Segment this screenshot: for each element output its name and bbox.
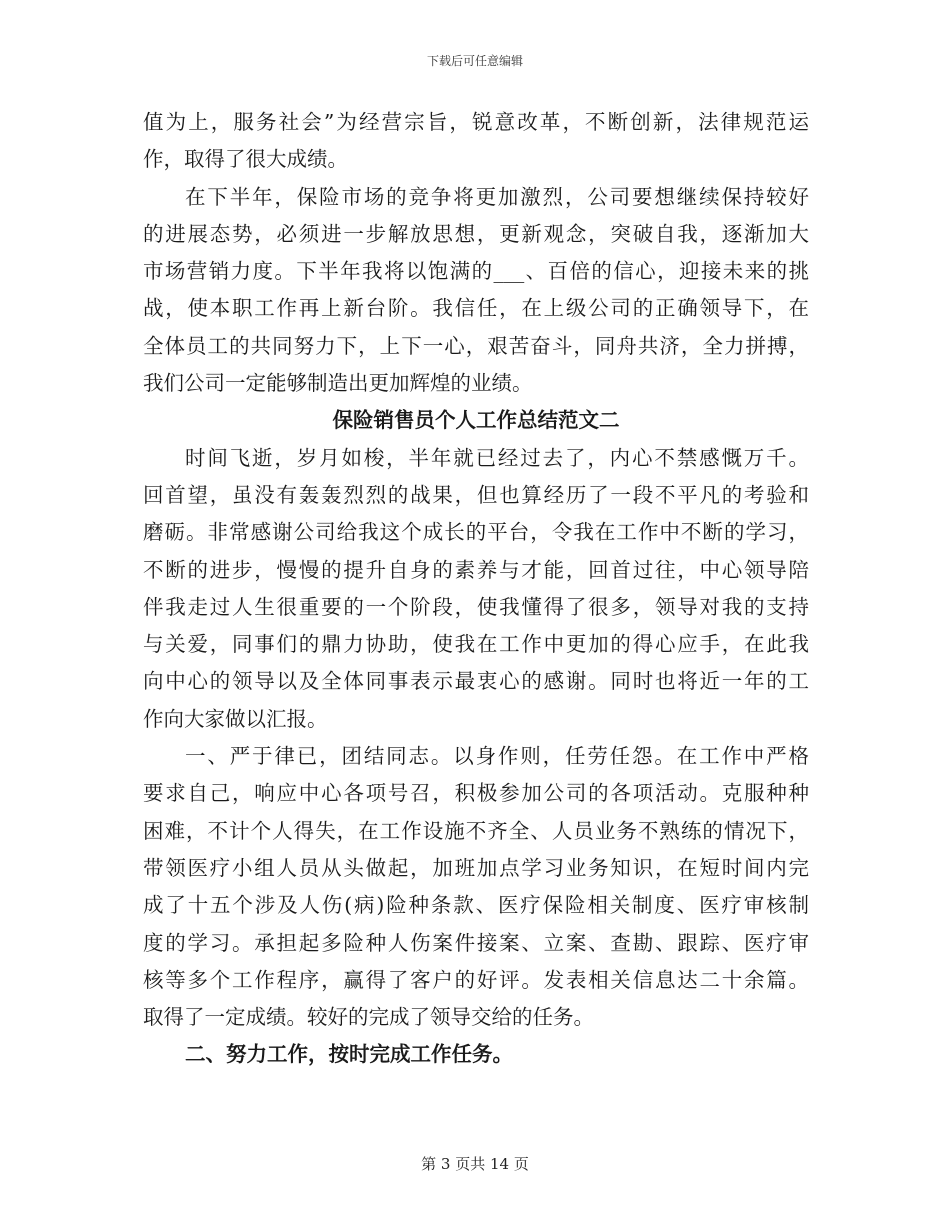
text-line: 度的学习。承担起多险种人伤案件接案、立案、查勘、跟踪、医疗审	[143, 930, 809, 955]
text-line: 作，取得了很大成绩。	[143, 147, 348, 172]
text-line: 困难，不计个人得失，在工作设施不齐全、人员业务不熟练的情况下，	[143, 818, 809, 843]
text-line: 的进展态势，必须进一步解放思想，更新观念，突破自我，逐渐加大	[143, 221, 809, 246]
text-line: 取得了一定成绩。较好的完成了领导交给的任务。	[143, 1005, 594, 1030]
text-line: 全体员工的共同努力下，上下一心，艰苦奋斗，同舟共济，全力拼搏，	[143, 333, 809, 358]
text-line: 向中心的领导以及全体同事表示最衷心的感谢。同时也将近一年的工	[143, 669, 809, 694]
text-line: 我们公司一定能够制造出更加辉煌的业绩。	[143, 371, 533, 396]
text-line: 一、严于律已，团结同志。以身作则，任劳任怨。在工作中严格	[185, 744, 809, 769]
text-line: 与关爱，同事们的鼎力协助，使我在工作中更加的得心应手，在此我	[143, 632, 809, 657]
text-line: 核等多个工作程序，赢得了客户的好评。发表相关信息达二十余篇。	[143, 967, 809, 992]
text-line: 在下半年，保险市场的竞争将更加激烈，公司要想继续保持较好	[185, 184, 809, 209]
text-line: 时间飞逝，岁月如梭，半年就已经过去了，内心不禁感慨万千。	[185, 445, 809, 470]
text-line: 不断的进步，慢慢的提升自身的素养与才能，回首过往，中心领导陪	[143, 557, 809, 582]
text-line: 作向大家做以汇报。	[143, 706, 328, 731]
text-line: 带领医疗小组人员从头做起，加班加点学习业务知识，在短时间内完	[143, 855, 809, 880]
text-line: 磨砺。非常感谢公司给我这个成长的平台，令我在工作中不断的学习，	[143, 520, 809, 545]
text-line: 市场营销力度。下半年我将以饱满的___、百倍的信心，迎接未来的挑	[143, 259, 809, 284]
page-number: 第 3 页共 14 页	[421, 1155, 529, 1173]
text-line: 战，使本职工作再上新台阶。我信任，在上级公司的正确领导下，在	[143, 296, 809, 321]
document-body	[143, 104, 809, 1074]
section-title: 保险销售员个人工作总结范文二	[332, 408, 620, 433]
text-line: 要求自己，响应中心各项号召，积极参加公司的各项活动。克服种种	[143, 781, 809, 806]
page-header: 下载后可任意编辑	[426, 54, 523, 68]
text-line: 成了十五个涉及人伤(病)险种条款、医疗保险相关制度、医疗审核制	[143, 893, 809, 918]
text-line: 回首望，虽没有轰轰烈烈的战果，但也算经历了一段不平凡的考验和	[143, 482, 809, 507]
text-line: 值为上，服务社会”为经营宗旨，锐意改革，不断创新，法律规范运	[143, 110, 809, 134]
section-heading: 二、努力工作，按时完成工作任务。	[185, 1042, 513, 1067]
text-line: 伴我走过人生很重要的一个阶段，使我懂得了很多，领导对我的支持	[143, 594, 809, 619]
